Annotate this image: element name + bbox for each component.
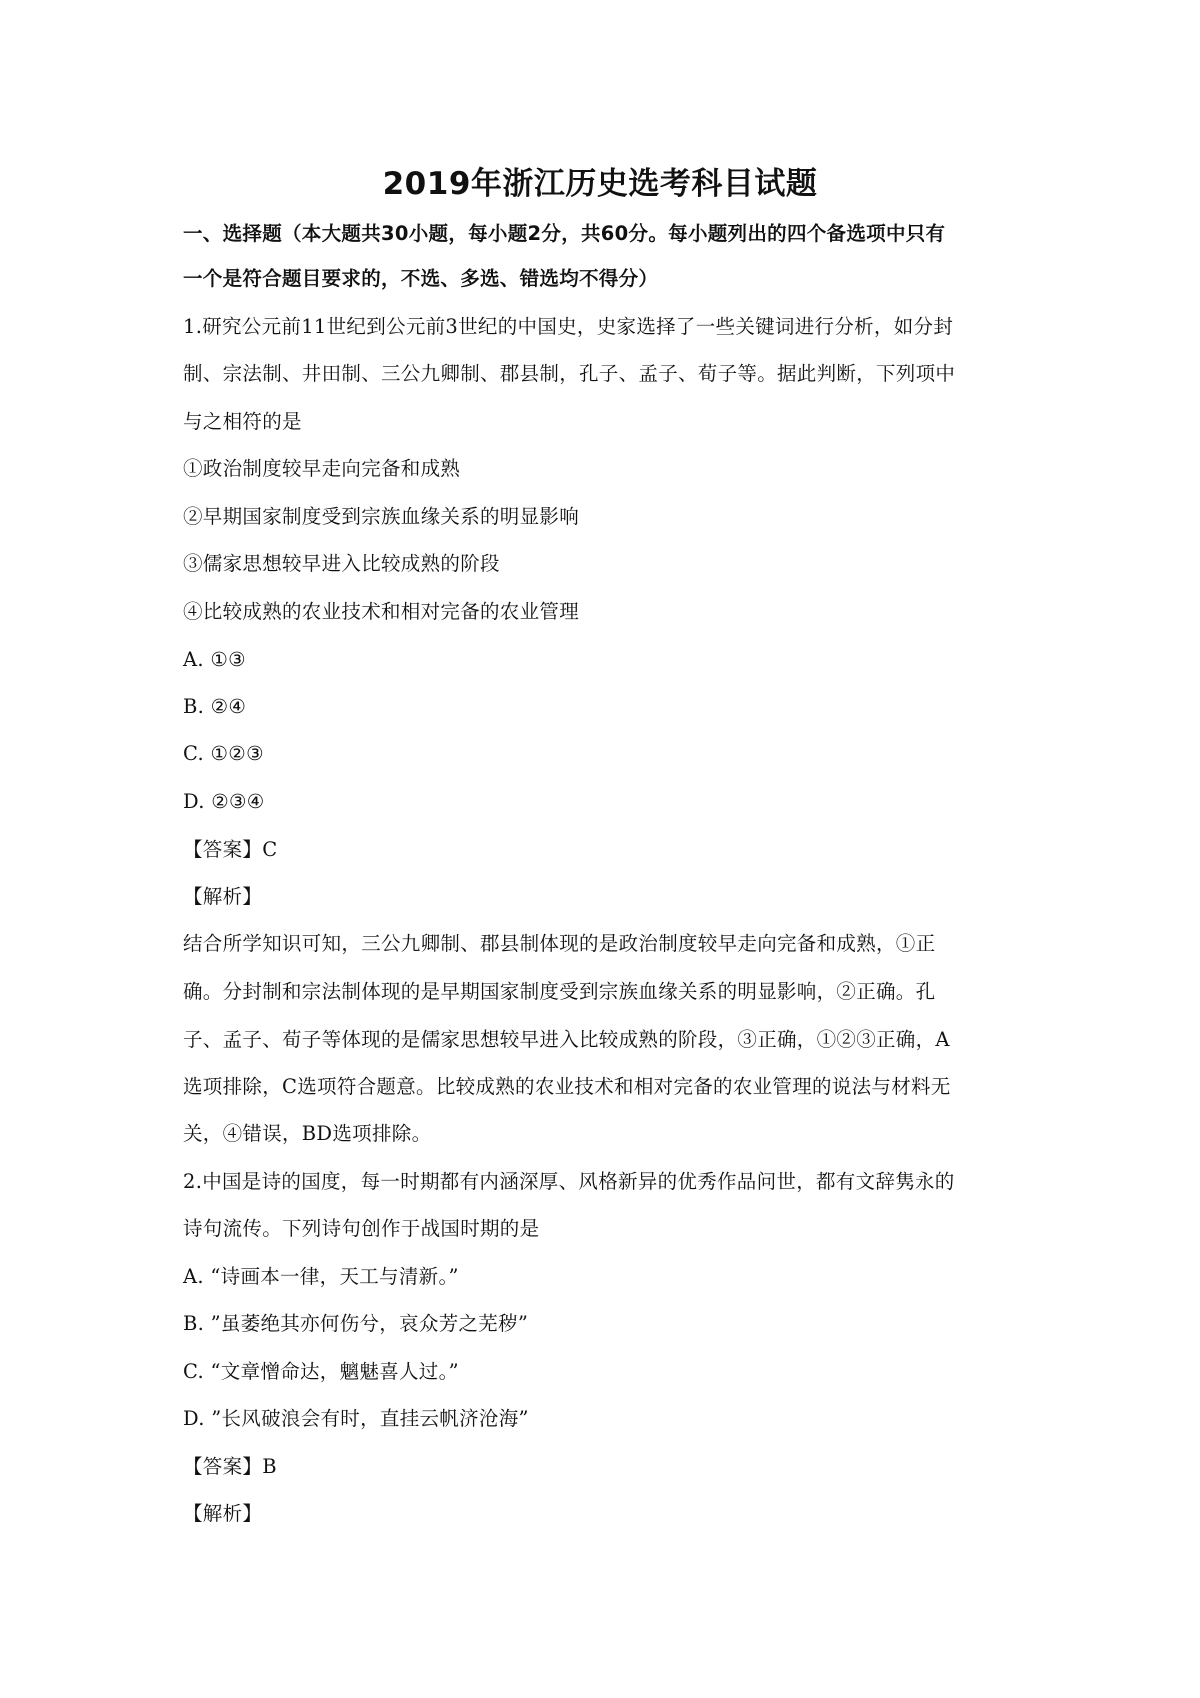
question-1-analysis-line: 子、孟子、荀子等体现的是儒家思想较早进入比较成熟的阶段，③正确，①②③正确，A	[183, 1028, 950, 1051]
question-2-option-b: B. ”虽萎绝其亦何伤兮，哀众芳之芜秽”	[183, 1312, 529, 1335]
question-1-analysis-line: 选项排除，C选项符合题意。比较成熟的农业技术和相对完备的农业管理的说法与材料无	[183, 1075, 951, 1098]
question-1-statement: ④比较成熟的农业技术和相对完备的农业管理	[183, 600, 580, 623]
question-2-stem-line: 诗句流传。下列诗句创作于战国时期的是	[183, 1217, 540, 1240]
question-1-statement: ②早期国家制度受到宗族血缘关系的明显影响	[183, 505, 580, 528]
question-1-option-c: C. ①②③	[183, 742, 264, 765]
question-2-option-c: C. “文章憎命达，魑魅喜人过。”	[183, 1360, 459, 1383]
question-1-option-b: B. ②④	[183, 695, 247, 718]
question-2-option-a: A. “诗画本一律，天工与清新。”	[183, 1265, 459, 1288]
question-1-analysis-line: 确。分封制和宗法制体现的是早期国家制度受到宗族血缘关系的明显影响，②正确。孔	[183, 980, 936, 1003]
section-heading-line: 一个是符合题目要求的，不选、多选、错选均不得分）	[183, 267, 659, 290]
question-1-statement: ③儒家思想较早进入比较成熟的阶段	[183, 552, 500, 575]
question-1-statement: ①政治制度较早走向完备和成熟	[183, 457, 461, 480]
question-1-option-a: A. ①③	[183, 648, 246, 671]
question-1-stem-line: 与之相符的是	[183, 410, 302, 433]
question-1-answer: 【答案】C	[183, 838, 278, 861]
question-1-option-d: D. ②③④	[183, 790, 265, 813]
question-2-stem-line: 2.中国是诗的国度，每一时期都有内涵深厚、风格新异的优秀作品问世，都有文辞隽永的	[183, 1170, 955, 1193]
question-2-analysis-label: 【解析】	[183, 1502, 263, 1525]
question-2-option-d: D. ”长风破浪会有时，直挂云帆济沧海”	[183, 1407, 529, 1430]
question-1-stem-line: 1.研究公元前11世纪到公元前3世纪的中国史，史家选择了一些关键词进行分析，如分封	[183, 315, 954, 338]
question-1-analysis-line: 结合所学知识可知，三公九卿制、郡县制体现的是政治制度较早走向完备和成熟，①正	[183, 932, 936, 955]
question-2-answer: 【答案】B	[183, 1455, 277, 1478]
question-1-stem-line: 制、宗法制、井田制、三公九卿制、郡县制，孔子、孟子、荀子等。据此判断，下列项中	[183, 362, 956, 385]
section-heading-line: 一、选择题（本大题共30小题，每小题2分，共60分。每小题列出的四个备选项中只有	[183, 222, 946, 245]
page-title: 2019年浙江历史选考科目试题	[382, 166, 818, 202]
question-1-analysis-label: 【解析】	[183, 885, 263, 908]
question-1-analysis-line: 关，④错误，BD选项排除。	[183, 1122, 432, 1145]
